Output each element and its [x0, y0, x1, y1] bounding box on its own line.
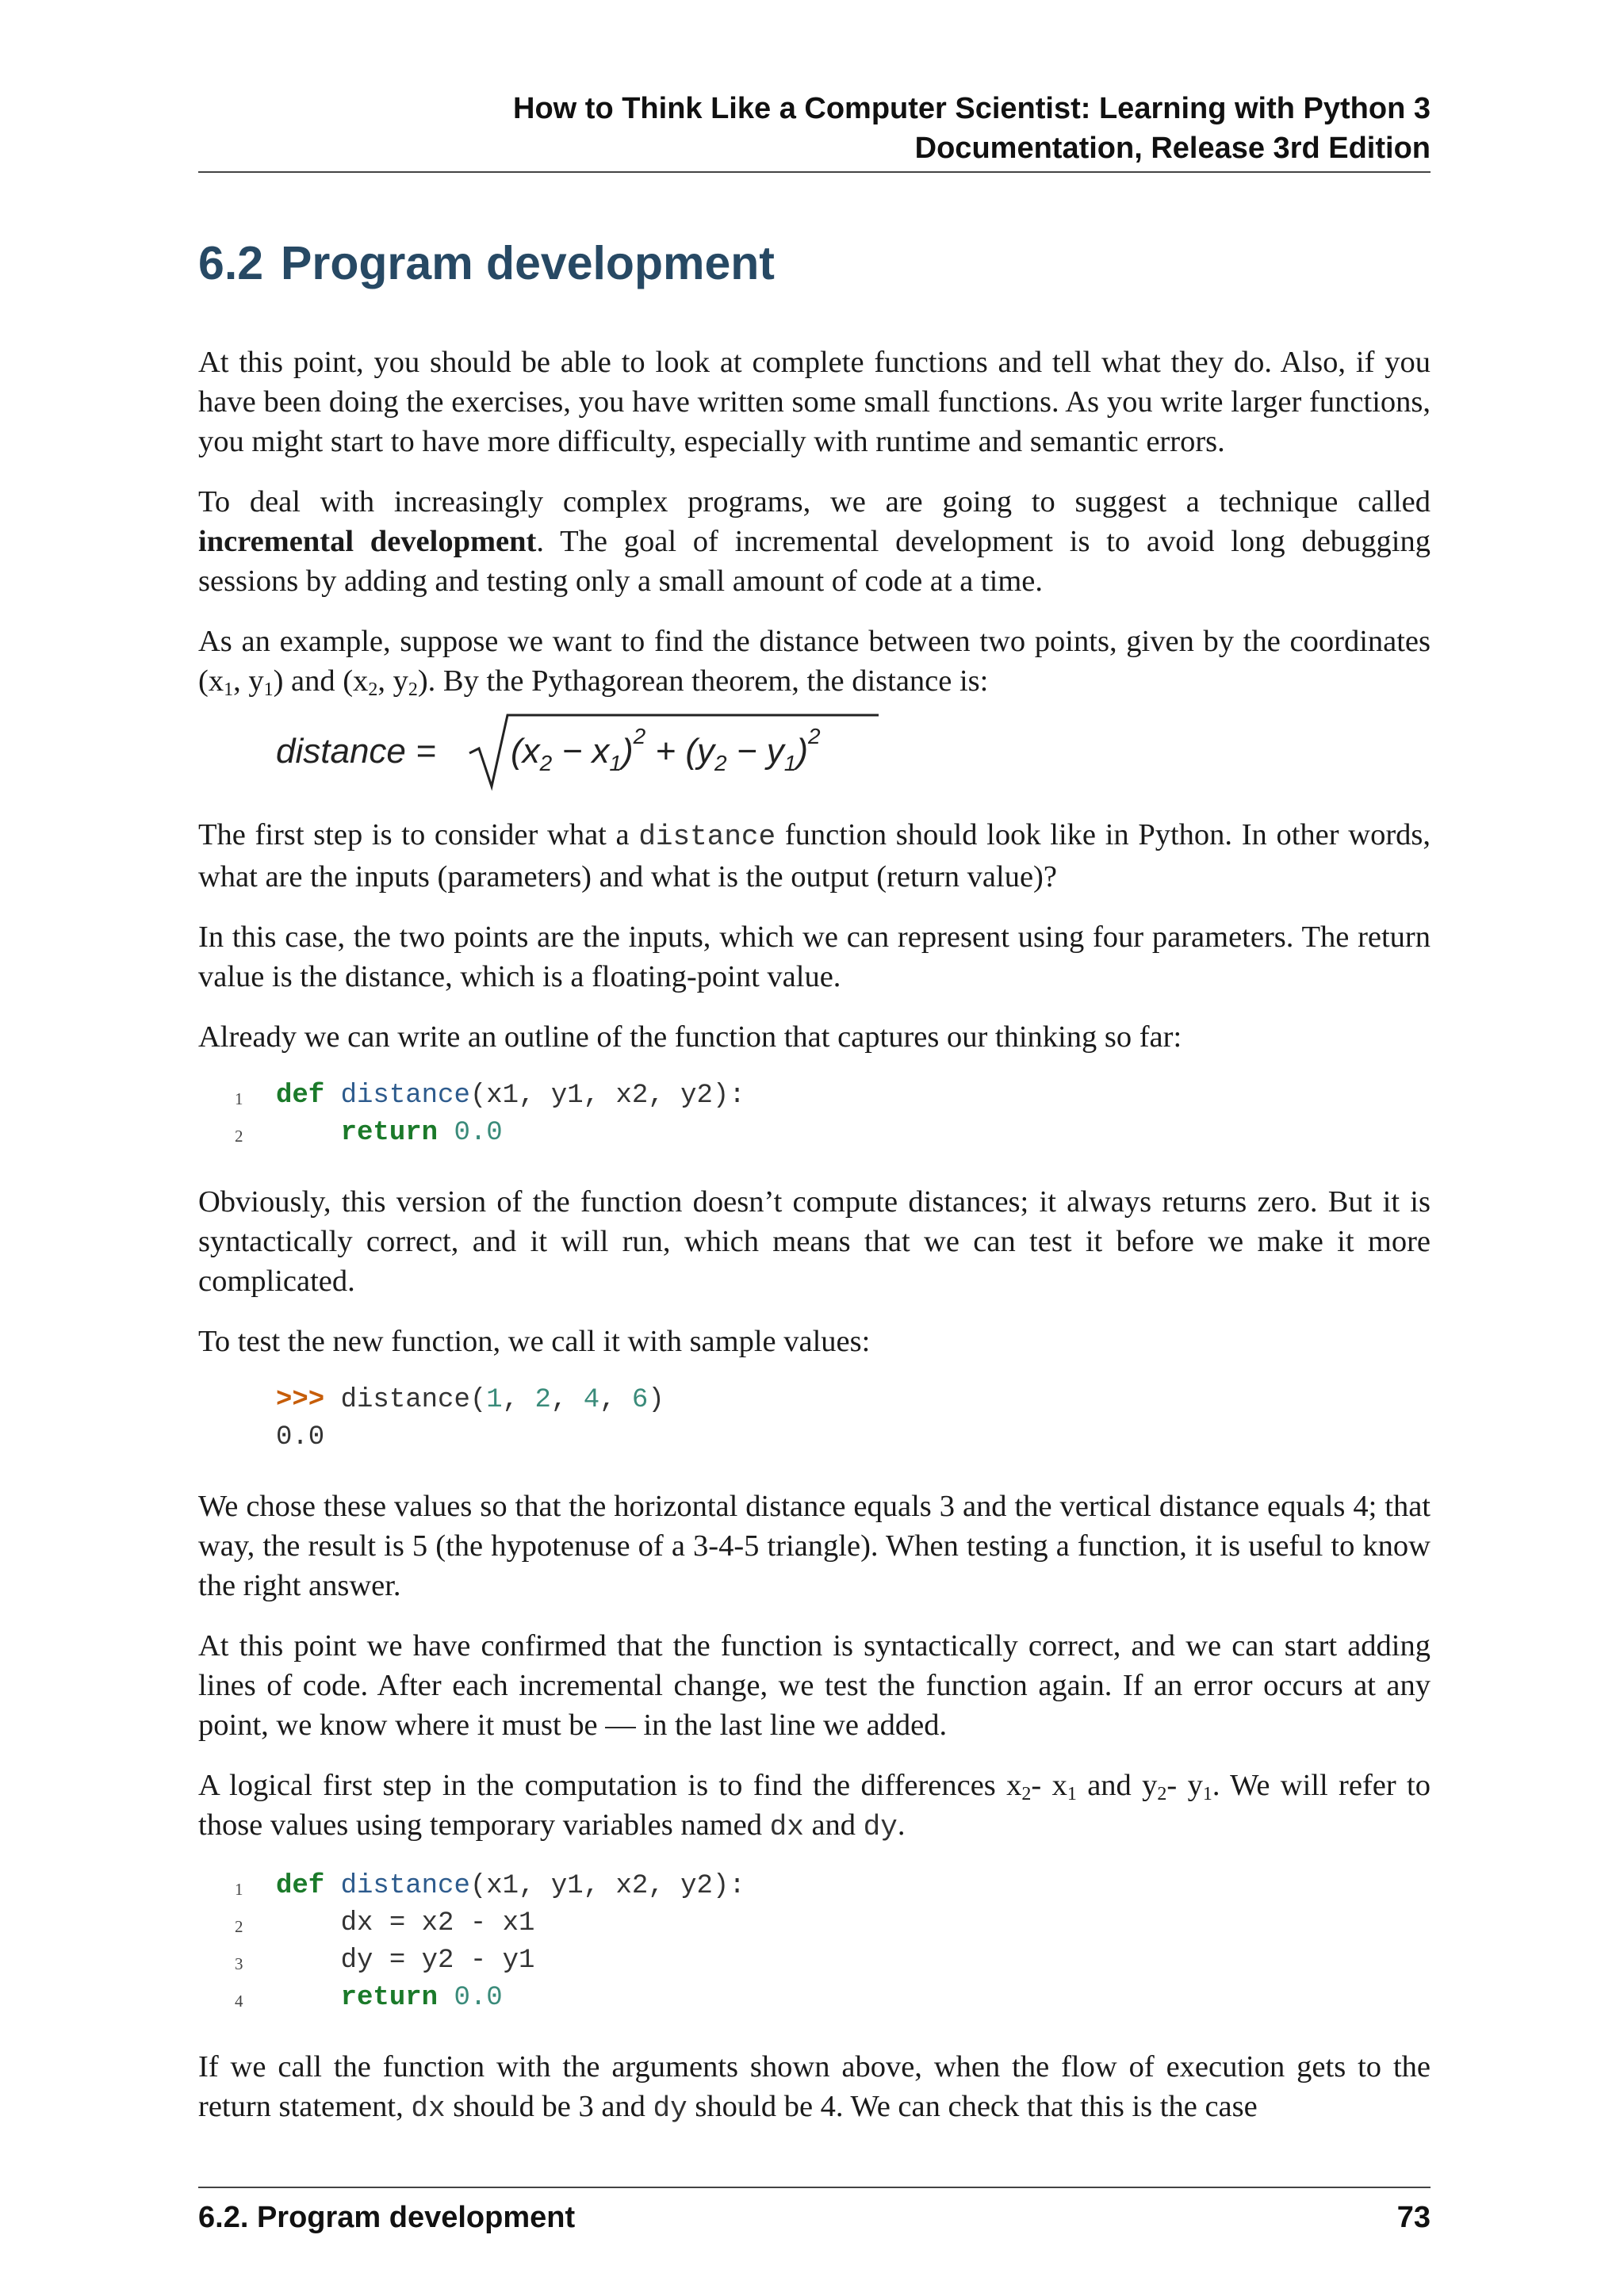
code-keyword: return	[340, 1118, 439, 1148]
paragraph: Obviously, this version of the function doesn’t compute distances; it always returns zero. But it is syntactically correct, and it will run, which means that we can test it before we make it more complicated.	[198, 1185, 1431, 1298]
paragraph: Already we can write an outline of the function that captures our thinking so far:	[198, 1020, 1182, 1054]
paragraph: In this case, the two points are the inputs, which we can represent using four parameters. The return value is the distance, which is a floating-point value.	[198, 920, 1431, 993]
code-text: ,	[502, 1385, 535, 1415]
code-text: dx = x2 - x1	[276, 1908, 535, 1938]
text: and y	[1076, 1769, 1158, 1802]
body-content	[198, 342, 1431, 2149]
formula-exponent: 2	[807, 724, 821, 748]
subscript: 1	[263, 679, 274, 700]
bold-term: incremental development	[198, 525, 537, 558]
code-keyword: def	[276, 1081, 325, 1111]
page-number: 73	[1396, 2201, 1431, 2234]
line-number: 1	[235, 1089, 243, 1108]
code-line	[198, 1077, 1431, 1115]
paragraph	[198, 815, 1431, 897]
text: The first step is to consider what a	[198, 818, 639, 851]
code-block	[198, 1077, 1431, 1152]
code-line	[198, 1905, 1431, 1942]
text: . We will refer to those values using temporary variables named	[198, 1769, 1431, 1842]
document-page	[198, 0, 1431, 2296]
formula-text: − x	[552, 732, 610, 771]
code-line	[198, 1419, 1431, 1456]
line-number: 1	[235, 1880, 243, 1899]
subscript: 2	[1157, 1784, 1167, 1804]
code-number: 0.0	[454, 1983, 503, 2013]
paragraph: At this point, you should be able to look at complete functions and tell what they do. Also, if you have been doing the exercises, you have written some small functions. As you write larger functions, you might start to have more difficulty, especially with runtime and semantic errors.	[198, 346, 1431, 458]
text: should be 3 and	[445, 2090, 653, 2123]
code-indent	[276, 1118, 341, 1148]
code-number: 2	[534, 1385, 551, 1415]
line-number: 2	[235, 1127, 243, 1146]
code-keyword: return	[340, 1983, 439, 2013]
line-number: 3	[235, 1954, 243, 1973]
repl-prompt: >>>	[276, 1385, 325, 1415]
code-text: ,	[550, 1385, 584, 1415]
text: . The goal of incremental development is to avoid long debugging sessions by adding and testing only a small amount of code at a time.	[198, 525, 1431, 598]
code-line	[198, 1980, 1431, 2017]
text: To deal with increasingly complex programs, we are going to suggest a technique called	[198, 485, 1431, 519]
formula-text: )	[796, 732, 808, 771]
text: , y	[233, 664, 264, 698]
paragraph	[198, 622, 1431, 701]
paragraph	[198, 2047, 1431, 2129]
code-function-name: distance	[340, 1871, 470, 1901]
formula-text: )	[621, 732, 634, 771]
text: ). By the Pythagorean theorem, the distance is:	[417, 664, 989, 698]
formula-subscript: 2	[714, 751, 727, 775]
distance-formula	[276, 709, 1431, 798]
code-keyword: def	[276, 1871, 325, 1901]
svg-text:(x2 − x1)2 + (y2 − y1)2	[511, 724, 821, 775]
paragraph: To test the new function, we call it with sample values:	[198, 1325, 871, 1358]
formula-subscript: 1	[609, 751, 622, 775]
formula-text: + (y	[645, 732, 714, 771]
code-number: 6	[631, 1385, 649, 1415]
paragraph	[198, 482, 1431, 601]
text: As an example, suppose we want to find the distance between two points, given by the coordinates (x	[198, 625, 1431, 698]
text: should be 4. We can check that this is the case	[687, 2090, 1258, 2123]
subscript: 1	[1067, 1784, 1077, 1804]
code-indent	[276, 1983, 341, 2013]
paragraph	[198, 1766, 1431, 1847]
subscript: 2	[408, 679, 418, 700]
code-text: (x1, y1, x2, y2):	[469, 1871, 745, 1901]
code-text: )	[648, 1385, 665, 1415]
code-text: (x1, y1, x2, y2):	[469, 1081, 745, 1111]
text: .	[897, 1808, 906, 1842]
code-number: 1	[486, 1385, 503, 1415]
subscript: 2	[368, 679, 378, 700]
formula-text: − y	[726, 732, 784, 771]
text: and	[803, 1808, 864, 1842]
section-number: 6.2	[198, 237, 264, 289]
inline-code: dx	[769, 1811, 804, 1843]
text: If we call the function with the arguments shown above, when the flow of execution gets to the return statement,	[198, 2050, 1431, 2123]
header-title-line-2: Documentation, Release 3rd Edition	[914, 132, 1431, 165]
header-title-line-1: How to Think Like a Computer Scientist: Learning with Python 3	[513, 92, 1431, 125]
line-number: 4	[235, 1992, 243, 2011]
code-block	[198, 1868, 1431, 2017]
formula-subscript: 2	[539, 751, 553, 775]
line-number: 2	[235, 1917, 243, 1936]
code-line	[198, 1942, 1431, 1980]
header-rule	[198, 171, 1431, 173]
code-text: dy = y2 - y1	[276, 1946, 535, 1976]
code-function-name: distance	[340, 1081, 470, 1111]
text: ) and (x	[273, 664, 369, 698]
repl-block	[198, 1382, 1431, 1456]
running-header	[198, 89, 1431, 168]
subscript: 1	[224, 679, 234, 700]
footer-rule	[198, 2187, 1431, 2188]
formula-subscript: 1	[783, 751, 797, 775]
formula-exponent: 2	[633, 724, 646, 748]
code-text: distance(	[340, 1385, 487, 1415]
code-line	[198, 1115, 1431, 1152]
code-number: 0.0	[454, 1118, 503, 1148]
inline-code: dx	[411, 2092, 446, 2125]
text: , y	[377, 664, 408, 698]
section-heading	[198, 235, 775, 292]
code-number: 4	[583, 1385, 600, 1415]
formula-lhs: distance =	[276, 732, 436, 771]
inline-code: dy	[653, 2092, 688, 2125]
running-footer	[198, 2198, 1431, 2237]
section-title: Program development	[281, 237, 775, 289]
text: A logical first step in the computation is to find the differences x	[198, 1769, 1022, 1802]
inline-code: distance	[638, 821, 776, 853]
formula-text: (x	[511, 732, 540, 771]
code-line	[198, 1382, 1431, 1419]
footer-section-title: 6.2. Program development	[198, 2201, 576, 2234]
text: function should look like in Python. In other words, what are the inputs (parameters) and what is the output (return value)?	[198, 818, 1431, 894]
inline-code: dy	[863, 1811, 898, 1843]
code-text: ,	[599, 1385, 632, 1415]
paragraph: At this point we have confirmed that the function is syntactically correct, and we can start adding lines of code. After each incremental change, we test the function again. If an error occurs at any point, we know where it must be — in the last line we added.	[198, 1629, 1431, 1742]
subscript: 1	[1202, 1784, 1212, 1804]
paragraph: We chose these values so that the horizontal distance equals 3 and the vertical distance equals 4; that way, the result is 5 (the hypotenuse of a 3-4-5 triangle). When testing a function, it is useful to know the right answer.	[198, 1490, 1431, 1602]
text: - x	[1031, 1769, 1067, 1802]
text: - y	[1166, 1769, 1203, 1802]
subscript: 2	[1021, 1784, 1032, 1804]
code-line	[198, 1868, 1431, 1905]
repl-output: 0.0	[276, 1422, 325, 1452]
